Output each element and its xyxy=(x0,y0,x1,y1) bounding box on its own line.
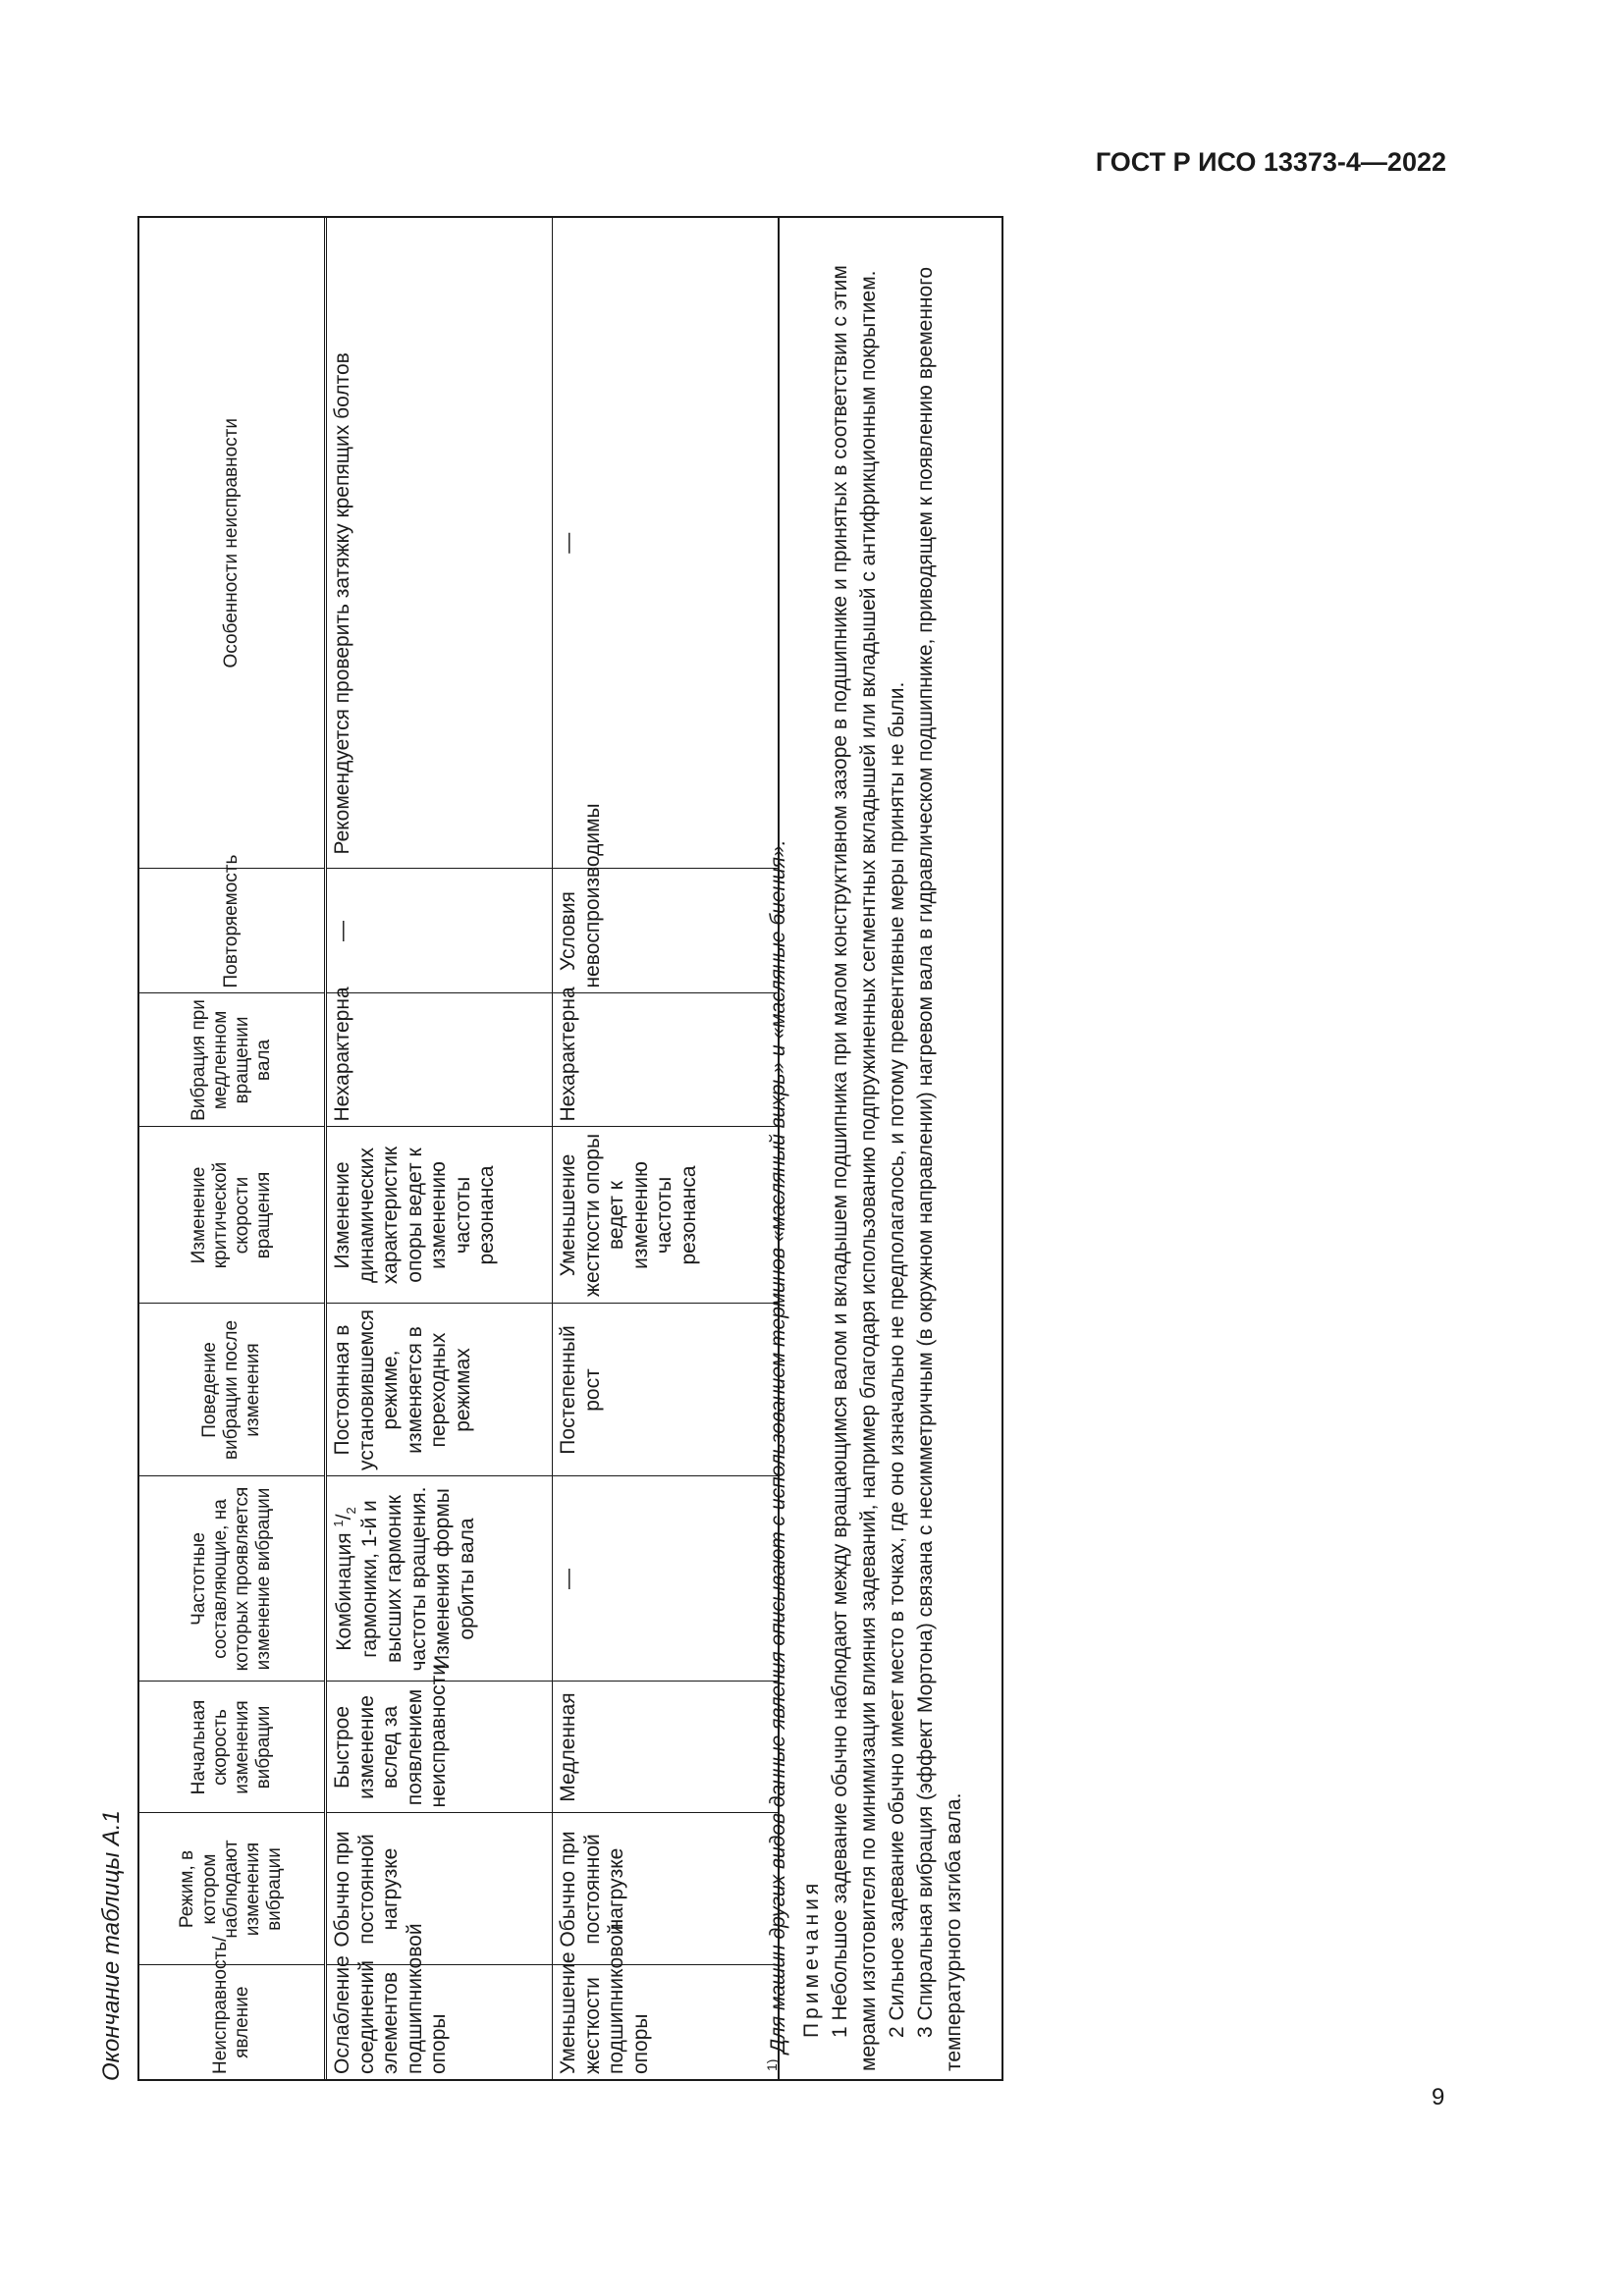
document-code: ГОСТ Р ИСО 13373-4—2022 xyxy=(1095,147,1446,177)
cell-critical-speed: Изменение динамических характеристик опоры ведет к изменению частоты резонанса xyxy=(326,1127,553,1304)
fraction-denominator: 2 xyxy=(344,1507,359,1515)
page-number: 9 xyxy=(1432,2084,1445,2110)
footnote xyxy=(758,226,792,2071)
note-3: 3 Спиральная вибрация (эффект Мортона) связана с несимметричным (в окружном направлении) нагревом вала в гидравлическом подшипнике, приводящем к появлению временного температурного изгиба вала. xyxy=(914,266,965,2071)
col-header-fault: Неисправность/ явление xyxy=(139,1965,326,2079)
cell-rate: Медленная xyxy=(553,1682,780,1813)
note-1: 1 Небольшое задевание обычно наблюдают между вращающимся валом и вкладышем подшипника при малом конструктивном зазоре в подшипнике и принятых в соответствии с этим мерами изготовителя по минимизации влияния задеваний, например благодаря использованию подпружиненных сегментных вкладышей или вкладышей с антифрикционным покрытием. xyxy=(829,265,880,2071)
table-header-row xyxy=(139,218,326,2079)
col-header-critical-speed: Изменение критической скорости вращения xyxy=(139,1127,326,1304)
fault-table xyxy=(139,218,780,2079)
footnote-mark: 1) xyxy=(764,2058,780,2071)
table-caption: Окончание таблицы А.1 xyxy=(98,1810,125,2081)
frequency-prefix: Комбинация xyxy=(333,1532,355,1651)
cell-fault: Уменьшение жесткости подшипниковой опоры xyxy=(553,1965,780,2079)
rotated-table-block xyxy=(96,216,1003,2081)
note-2: 2 Сильное задевание обычно имеет место в точках, где оно изначально не предполагалось, и потому превентивные меры приняты не были. xyxy=(886,681,908,2038)
fraction: $^1/_2$ xyxy=(331,1507,359,1527)
col-header-repeatability: Повторяемость xyxy=(139,869,326,993)
col-header-features: Особенности неисправности xyxy=(139,218,326,869)
cell-repeatability: — xyxy=(326,869,553,993)
cell-mode: Обычно при постоянной нагрузке xyxy=(553,1813,780,1965)
cell-critical-speed: Уменьшение жесткости опоры ведет к изменению частоты резонанса xyxy=(553,1127,780,1304)
col-header-behavior: Поведение вибрации после изменения xyxy=(139,1304,326,1476)
notes-heading: Примечания xyxy=(800,1879,823,2038)
cell-rate: Быстрое изменение вслед за появлением неисправности xyxy=(326,1682,553,1813)
cell-behavior: Постепенный рост xyxy=(553,1304,780,1476)
cell-behavior: Постоянная в установившемся режиме, изменяется в переходных режимах xyxy=(326,1304,553,1476)
col-header-frequency: Частотные составляющие, на которых проявляется изменение вибрации xyxy=(139,1476,326,1682)
table-row xyxy=(553,218,780,2079)
frequency-suffix: гармоники, 1-й и высших гармоник частоты вращения. Изменения формы орбиты вала xyxy=(358,1486,478,1672)
table-row xyxy=(326,218,553,2079)
col-header-mode: Режим, в котором наблюдают изменения вибрации xyxy=(139,1813,326,1965)
cell-features: — xyxy=(553,218,780,869)
cell-slow-roll: Нехарактерна xyxy=(553,993,780,1127)
col-header-slow-roll: Вибрация при медленном вращении вала xyxy=(139,993,326,1127)
table-frame xyxy=(137,216,1003,2081)
fraction-numerator: 1 xyxy=(331,1520,346,1527)
col-header-rate: Начальная скорость изменения вибрации xyxy=(139,1682,326,1813)
footnote-text: Для машин других видов данные явления описывают с использованием терминов «масляный вихрь» и «масляные биения». xyxy=(767,839,789,2054)
cell-frequency xyxy=(326,1476,553,1682)
cell-slow-roll: Нехарактерна xyxy=(326,993,553,1127)
cell-features: Рекомендуется проверить затяжку крепящих болтов xyxy=(326,218,553,869)
cell-mode: Обычно при постоянной нагрузке xyxy=(326,1813,553,1965)
table-notes xyxy=(758,226,968,2079)
cell-frequency: — xyxy=(553,1476,780,1682)
cell-fault: Ослабление соединений элементов подшипниковой опоры xyxy=(326,1965,553,2079)
cell-repeatability: Условия невоспроизводимы xyxy=(553,869,780,993)
